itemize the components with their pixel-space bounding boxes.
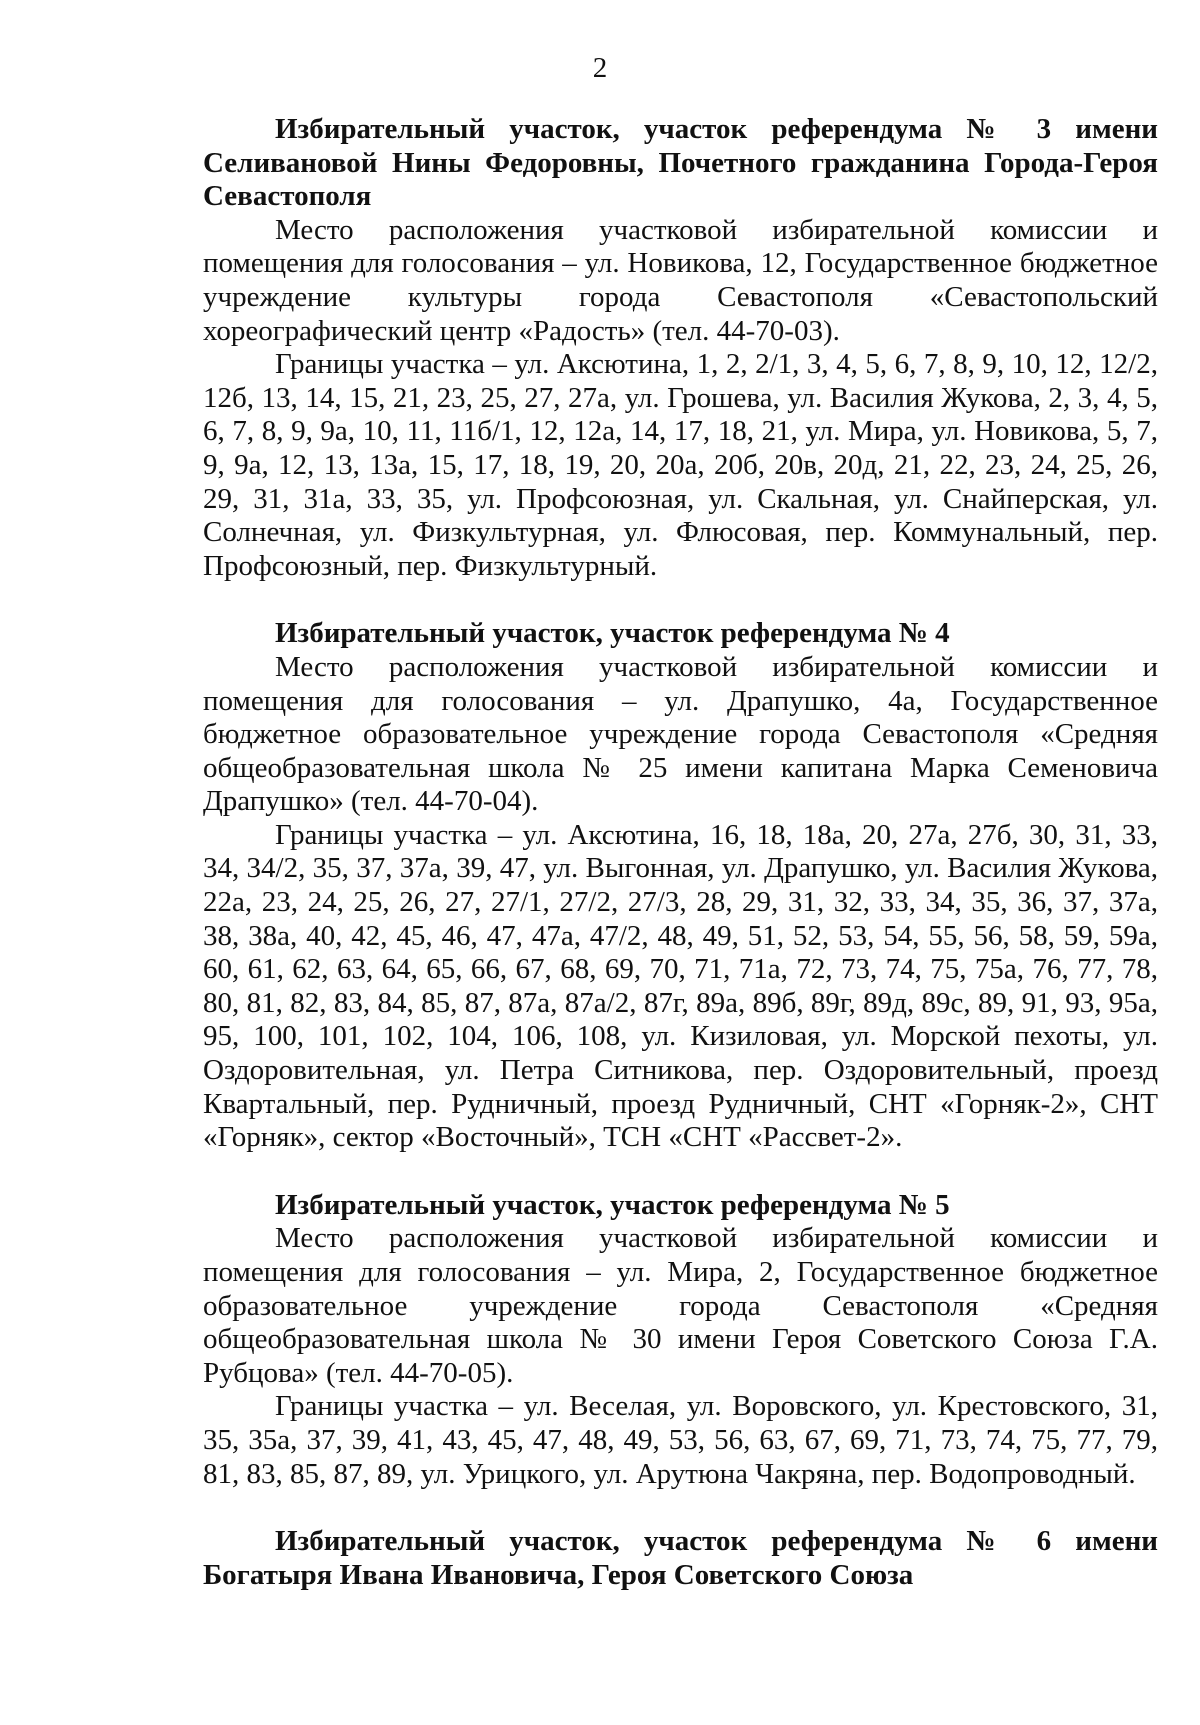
section-heading: Избирательный участок, участок референдума № 6 имени Богатыря Ивана Ивановича, Героя Советского Союза xyxy=(203,1525,1158,1591)
location-paragraph: Место расположения участковой избирательной комиссии и помещения для голосования – ул. Мира, 2, Государственное бюджетное образовательное учреждение города Севастополя «Средняя общеобразовательная школа № 30 имени Героя Советского Союза Г.А. Рубцова» (тел. 44-70-05). xyxy=(203,1222,1158,1389)
section-precinct-3 xyxy=(203,113,1158,583)
location-paragraph: Место расположения участковой избирательной комиссии и помещения для голосования – ул. Новикова, 12, Государственное бюджетное учреждение культуры города Севастополя «Севастопольский хореографический центр «Радость» (тел. 44-70-03). xyxy=(203,213,1158,347)
section-heading: Избирательный участок, участок референдума № 4 xyxy=(275,617,950,650)
boundaries-paragraph: Границы участка – ул. Аксютина, 16, 18, 18а, 20, 27а, 27б, 30, 31, 33, 34, 34/2, 35, 37, 37а, 39, 47, ул. Выгонная, ул. Драпушко, ул. Василия Жукова, 22а, 23, 24, 25, 26, 27, 27/1, 27/2, 27/3, 28, 29, 31, 32, 33, 34, 35, 36, 37, 37а, 38, 38а, 40, 42, 45, 46, 47, 47а, 47/2, 48, 49, 51, 52, 53, 54, 55, 56, 58, 59, 59а, 60, 61, 62, 63, 64, 65, 66, 67, 68, 69, 70, 71, 71а, 72, 73, 74, 75, 75а, 76, 77, 78, 80, 81, 82, 83, 84, 85, 87, 87а, 87а/2, 87г, 89а, 89б, 89г, 89д, 89с, 89, 91, 93, 95а, 95, 100, 101, 102, 104, 106, 108, ул. Кизиловая, ул. Морской пехоты, ул. Оздоровительная, ул. Петра Ситникова, пер. Оздоровительный, проезд Квартальный, пер. Рудничный, проезд Рудничный, СНТ «Горняк-2», СНТ «Горняк», сектор «Восточный», ТСН «СНТ «Рассвет-2». xyxy=(203,818,1158,1154)
page-number: 2 xyxy=(592,52,608,84)
boundaries-paragraph: Границы участка – ул. Аксютина, 1, 2, 2/1, 3, 4, 5, 6, 7, 8, 9, 10, 12, 12/2, 12б, 13, 14, 15, 21, 23, 25, 27, 27а, ул. Грошева, ул. Василия Жукова, 2, 3, 4, 5, 6, 7, 8, 9, 9а, 10, 11, 11б/1, 12, 12а, 14, 17, 18, 21, ул. Мира, ул. Новикова, 5, 7, 9, 9а, 12, 13, 13а, 15, 17, 18, 19, 20, 20а, 20б, 20в, 20д, 21, 22, 23, 24, 25, 26, 29, 31, 31а, 33, 35, ул. Профсоюзная, ул. Скальная, ул. Снайперская, ул. Солнечная, ул. Физкультурная, ул. Флюсовая, пер. Коммунальный, пер. Профсоюзный, пер. Физкультурный. xyxy=(203,348,1158,582)
section-precinct-5 xyxy=(203,1189,1158,1491)
section-heading: Избирательный участок, участок референдума № 3 имени Селивановой Нины Федоровны, Почетного гражданина Города-Героя Севастополя xyxy=(203,113,1158,213)
section-precinct-6 xyxy=(203,1525,1158,1592)
section-heading: Избирательный участок, участок референдума № 5 xyxy=(275,1188,950,1221)
boundaries-paragraph: Границы участка – ул. Веселая, ул. Воровского, ул. Крестовского, 31, 35, 35а, 37, 39, 41, 43, 45, 47, 48, 49, 53, 56, 63, 67, 69, 71, 73, 74, 75, 77, 79, 81, 83, 85, 87, 89, ул. Урицкого, ул. Арутюна Чакряна, пер. Водопроводный. xyxy=(203,1390,1158,1490)
location-paragraph: Место расположения участковой избирательной комиссии и помещения для голосования – ул. Драпушко, 4а, Государственное бюджетное образовательное учреждение города Севастополя «Средняя общеобразовательная школа № 25 имени капитана Марка Семеновича Драпушко» (тел. 44-70-04). xyxy=(203,650,1158,818)
section-precinct-4 xyxy=(203,617,1158,1155)
document-body xyxy=(203,113,1158,1626)
